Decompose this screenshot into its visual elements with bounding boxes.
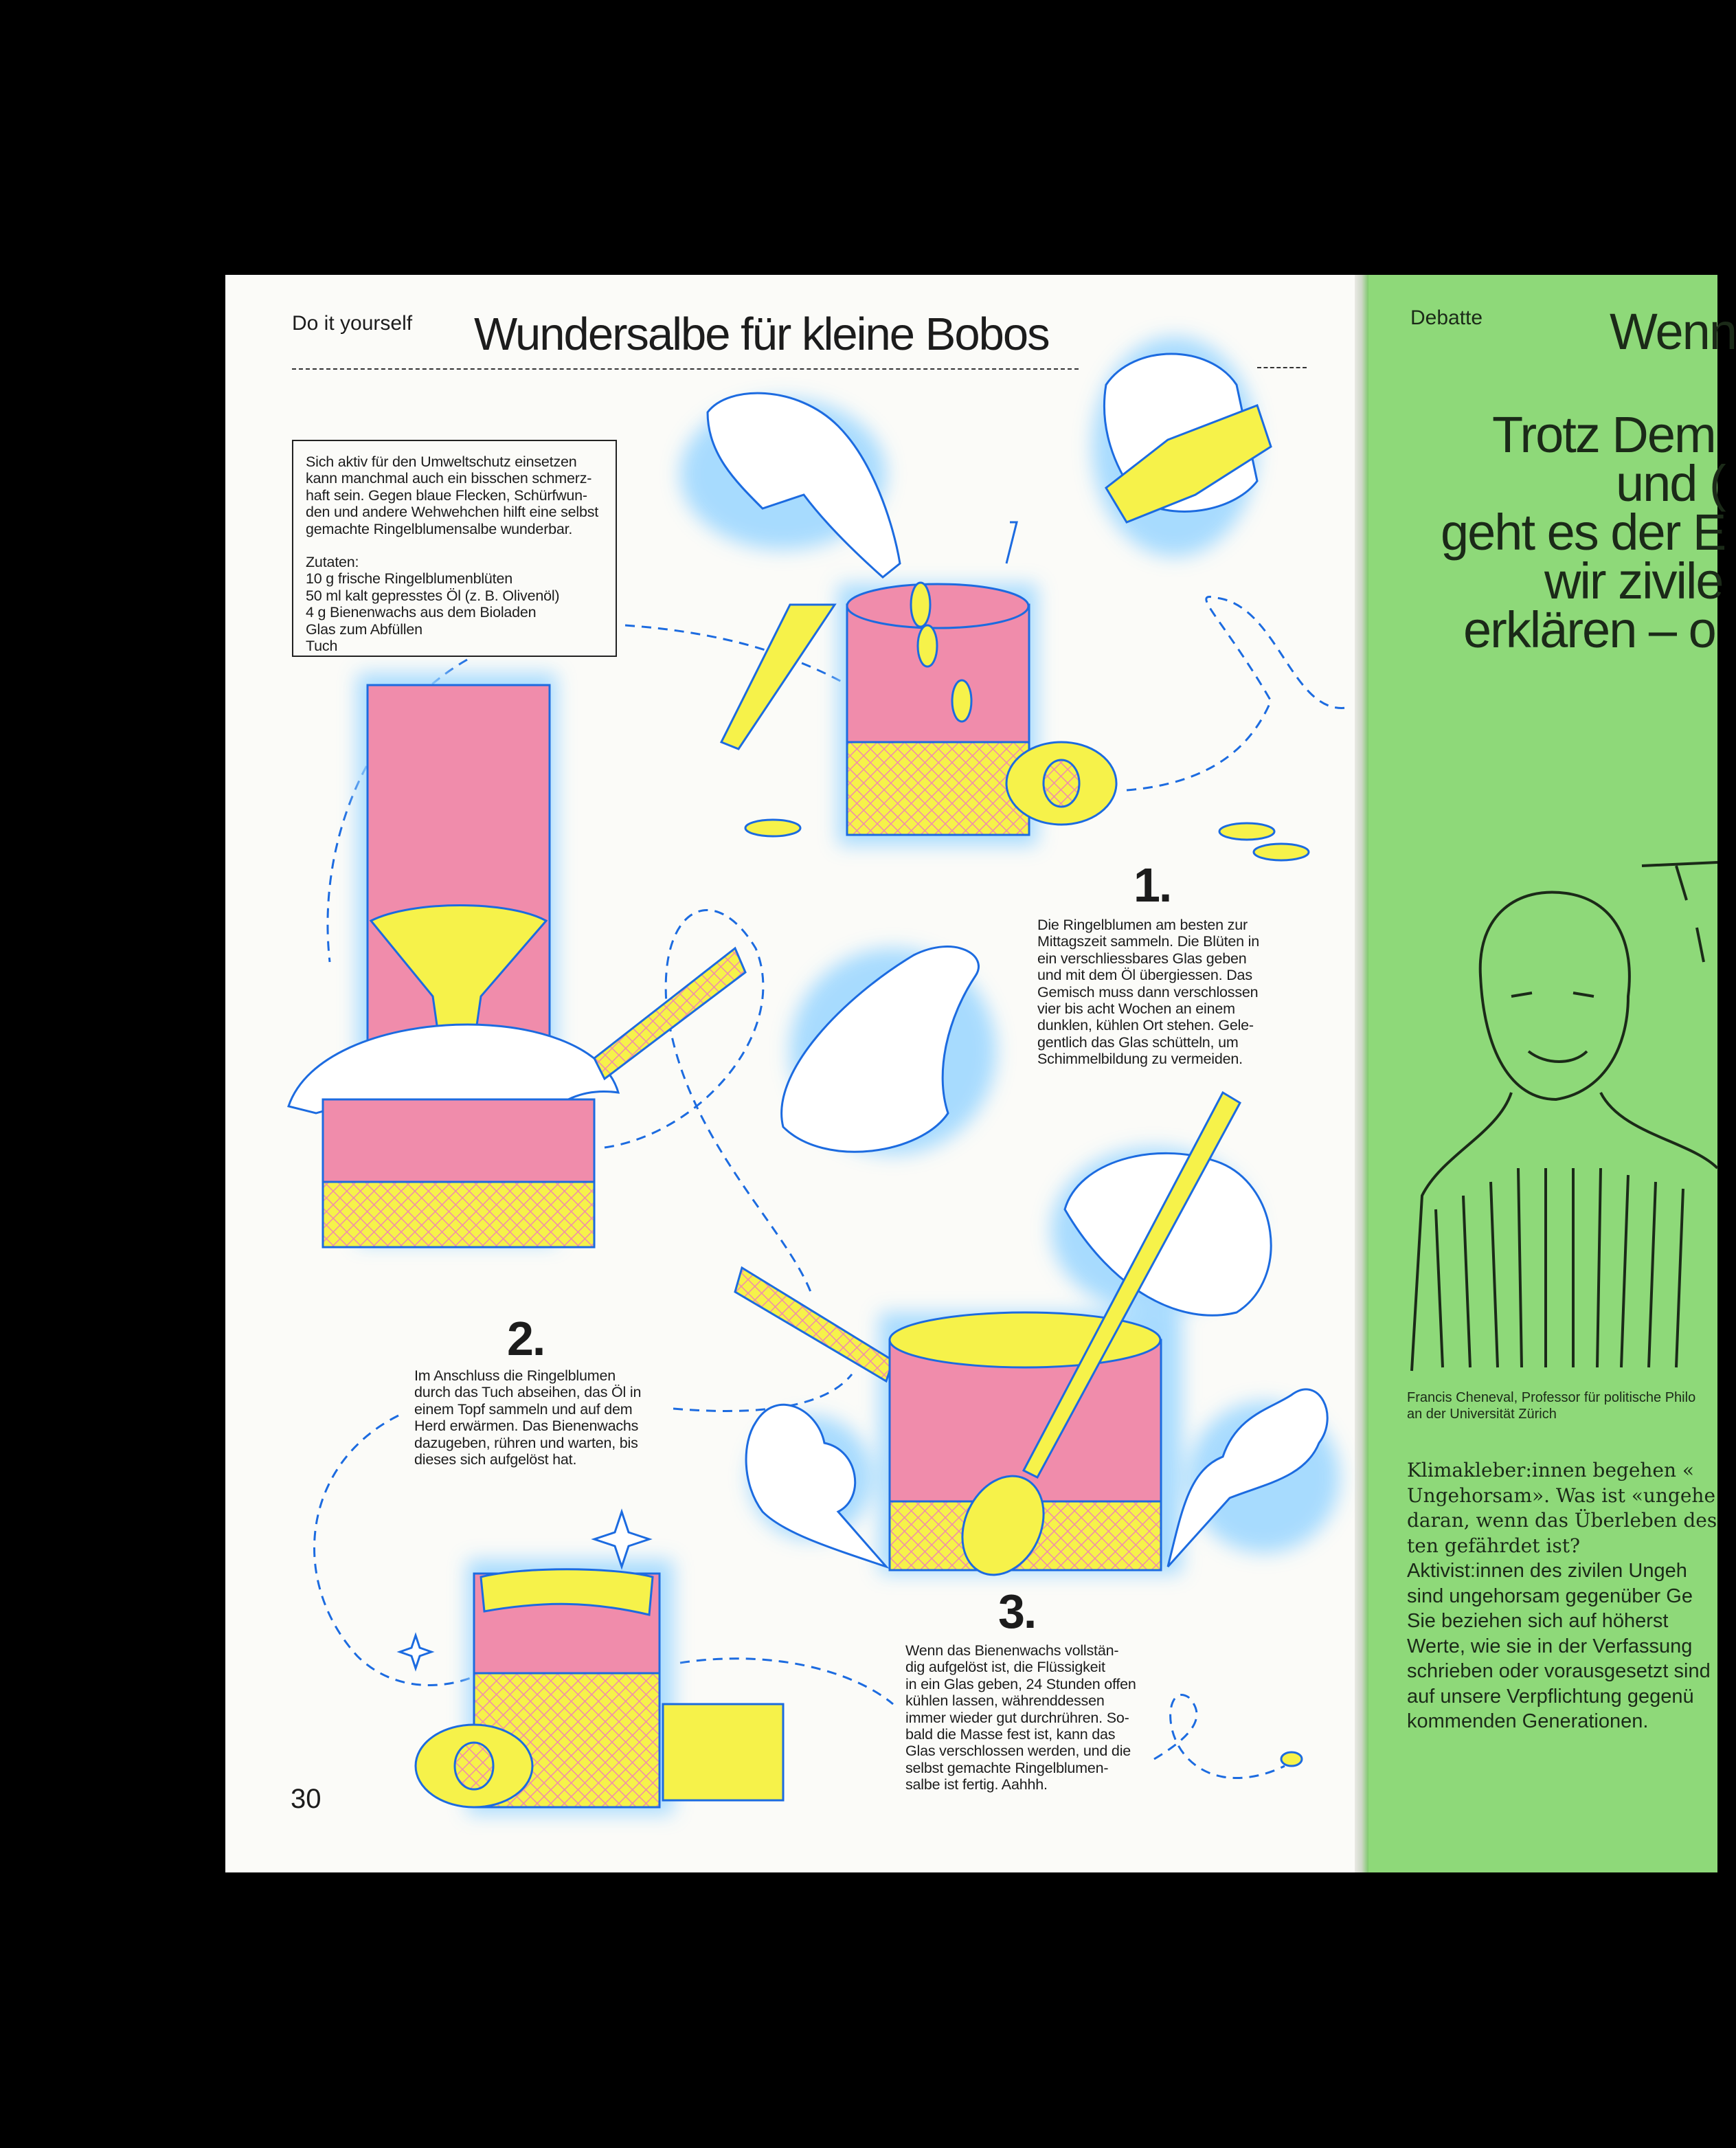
jar-with-flowers: [847, 583, 1116, 835]
page-title: Wundersalbe für kleine Bobos: [474, 309, 1049, 360]
portrait-caption: Francis Cheneval, Professor für politische Philo an der Universität Zürich: [1407, 1390, 1696, 1422]
interview-question: Klimakleber:innen begehen « Ungehorsam». Was ist «ungehe daran, wenn das Überleben des ten gefährdet ist?: [1407, 1459, 1717, 1557]
section-label: Do it yourself: [292, 312, 413, 335]
headline-line: und (: [1616, 455, 1725, 512]
funnel-and-pot: [289, 685, 745, 1247]
intro-text: Sich aktiv für den Umweltschutz einsetzen kann manchmal auch ein bisschen schmerz- haft sein. Gegen blaue Flecken, Schürfwun- den und andere Wehwehchen hilft eine selbst gemachte Ringelblumensalbe wunderbar.: [306, 454, 599, 537]
ingredients-list: Zutaten: 10 g frische Ringelblumenblüten 50 ml kalt gepresstes Öl (z. B. Olivenöl) 4 g Bienenwachs aus dem Bioladen Glas zum Abfüllen Tuch: [306, 554, 560, 655]
headline-line: wir zivile: [1544, 552, 1723, 609]
page-number: 30: [291, 1784, 322, 1814]
headline-line: Trotz Dem: [1492, 406, 1715, 463]
step-text: Wenn das Bienenwachs vollstän- dig aufgelöst ist, die Flüssigkeit in ein Glas geben, 24 Stunden offen kühlen lassen, währenddessen immer wieder gut durchrühren. So- bald die Masse fest ist, kann das Glas verschlossen werden, und die selbst gemachte Ringelblumen- salbe ist fertig. Aahhh.: [905, 1642, 1136, 1793]
headline-line: geht es der E: [1441, 504, 1726, 561]
step-number: 1.: [1134, 858, 1171, 912]
title-divider: [1257, 367, 1307, 368]
title-divider: [292, 368, 1079, 370]
step-number: 3.: [998, 1585, 1036, 1638]
section-label: Debatte: [1410, 306, 1483, 329]
step-text: Die Ringelblumen am besten zur Mittagszeit sammeln. Die Blüten in ein verschliessbares Glas geben und mit dem Öl übergiessen. Das Gemisch muss dann verschlossen vier bis acht Wochen an einem dunklen, kühlen Ort stehen. Gele- gentlich das Glas schütteln, um Schimmelbildung zu vermeiden.: [1037, 917, 1259, 1068]
article-title: Wenn: [1610, 303, 1736, 360]
step-number: 2.: [507, 1312, 545, 1365]
step-text: Im Anschluss die Ringelblumen durch das Tuch abseihen, das Öl in einem Topf sammeln und auf dem Herd erwärmen. Das Bienenwachs dazugeben, rühren und warten, bis dieses sich aufgelöst hat.: [414, 1367, 642, 1468]
interview-answer: Aktivist:innen des zivilen Ungeh sind ungehorsam gegenüber Ge Sie beziehen sich auf höherst Werte, wie sie in der Verfassung schrieben oder vorausgesetzt sind auf unsere Verpflichtung gegenü kommenden Generationen.: [1407, 1560, 1711, 1732]
portrait-illustration: [1412, 862, 1717, 1371]
intro-box: [292, 440, 617, 657]
headline-line: erklären – o: [1463, 601, 1715, 658]
